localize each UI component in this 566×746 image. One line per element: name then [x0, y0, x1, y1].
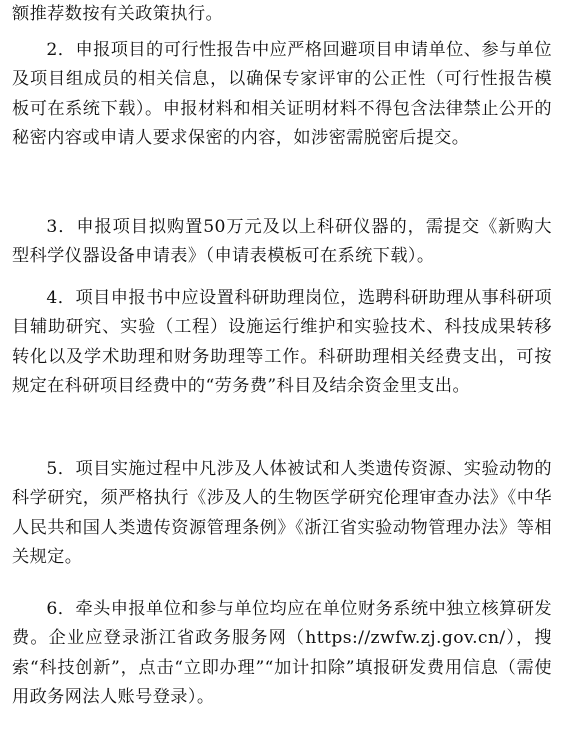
paragraph-continuation: 额推荐数按有关政策执行。	[12, 4, 224, 24]
paragraph-item-3: 3．申报项目拟购置50万元及以上科研仪器的，需提交《新购大型科学仪器设备申请表》（申请表模板可在系统下载）。	[12, 217, 552, 267]
paragraph-item-4: 4．项目申报书中应设置科研助理岗位，选聘科研助理从事科研项目辅助研究、实验（工程）设施运行维护和实验技术、科技成果转移转化以及学术助理和财务助理等工作。科研助理相关经费支出，可按规定在科研项目经费中的“劳务费”科目及结余资金里支出。	[12, 288, 552, 397]
paragraph-item-6: 6．牵头申报单位和参与单位均应在单位财务系统中独立核算研发费。企业应登录浙江省政务服务网（https://zwfw.zj.gov.cn/），搜索“科技创新”，点击“立即办理”“加计扣除”填报研发费用信息（需使用政务网法人账号登录）。	[12, 599, 552, 708]
paragraph-item-2: 2．申报项目的可行性报告中应严格回避项目申请单位、参与单位及项目组成员的相关信息，以确保专家评审的公正性（可行性报告模板可在系统下载）。申报材料和相关证明材料不得包含法律禁止公开的秘密内容或申请人要求保密的内容，如涉密需脱密后提交。	[12, 40, 552, 149]
paragraph-item-5: 5．项目实施过程中凡涉及人体被试和人类遗传资源、实验动物的科学研究，须严格执行《涉及人的生物医学研究伦理审查办法》《中华人民共和国人类遗传资源管理条例》《浙江省实验动物管理办法》等相关规定。	[12, 459, 552, 568]
